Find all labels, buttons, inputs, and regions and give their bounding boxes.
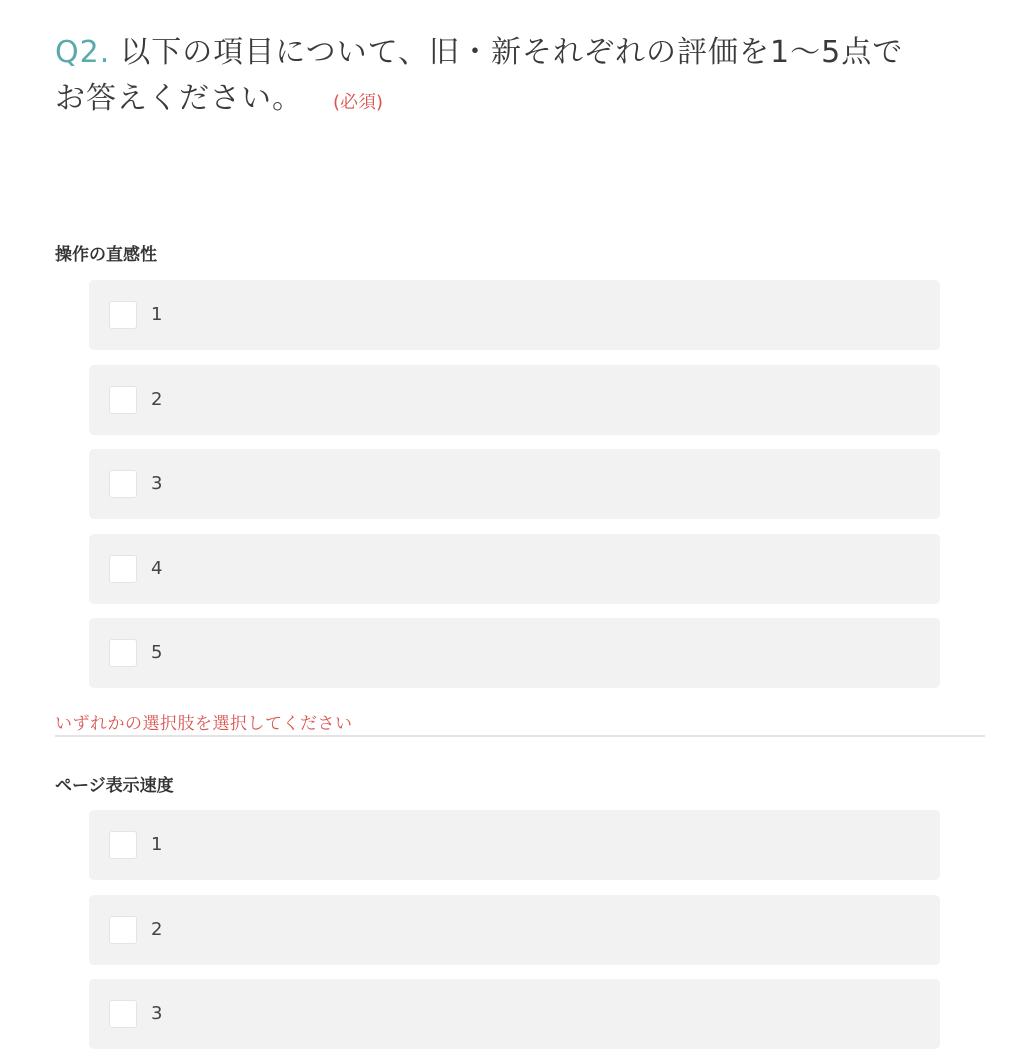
option-3[interactable] bbox=[89, 449, 940, 519]
checkbox[interactable] bbox=[109, 301, 137, 329]
checkbox[interactable] bbox=[109, 555, 137, 583]
option-label: 3 bbox=[151, 1003, 163, 1024]
group-label-intuitiveness: 操作の直感性 bbox=[55, 245, 157, 265]
option-2[interactable] bbox=[89, 365, 940, 435]
checkbox[interactable] bbox=[109, 916, 137, 944]
divider bbox=[55, 735, 985, 737]
validation-error: いずれかの選択肢を選択してください bbox=[55, 714, 353, 734]
option-4[interactable] bbox=[89, 534, 940, 604]
checkbox[interactable] bbox=[109, 470, 137, 498]
checkbox[interactable] bbox=[109, 386, 137, 414]
option-label: 1 bbox=[151, 834, 163, 855]
option-label: 3 bbox=[151, 473, 163, 494]
checkbox[interactable] bbox=[109, 639, 137, 667]
question-title bbox=[55, 30, 955, 126]
option-label: 4 bbox=[151, 558, 163, 579]
option-label: 2 bbox=[151, 389, 163, 410]
question-number: Q2. bbox=[55, 35, 111, 70]
option-label: 5 bbox=[151, 642, 163, 663]
question-text-line1: 以下の項目について、旧・新それぞれの評価を1〜5点で bbox=[120, 35, 904, 70]
option-3[interactable] bbox=[89, 979, 940, 1049]
question-text-line2: お答えください。 bbox=[55, 81, 303, 116]
option-1[interactable] bbox=[89, 810, 940, 880]
required-marker: (必須) bbox=[333, 92, 384, 113]
checkbox[interactable] bbox=[109, 831, 137, 859]
option-2[interactable] bbox=[89, 895, 940, 965]
option-1[interactable] bbox=[89, 280, 940, 350]
option-label: 1 bbox=[151, 304, 163, 325]
checkbox[interactable] bbox=[109, 1000, 137, 1028]
option-5[interactable] bbox=[89, 618, 940, 688]
option-label: 2 bbox=[151, 919, 163, 940]
group-label-page-speed: ページ表示速度 bbox=[55, 776, 174, 796]
